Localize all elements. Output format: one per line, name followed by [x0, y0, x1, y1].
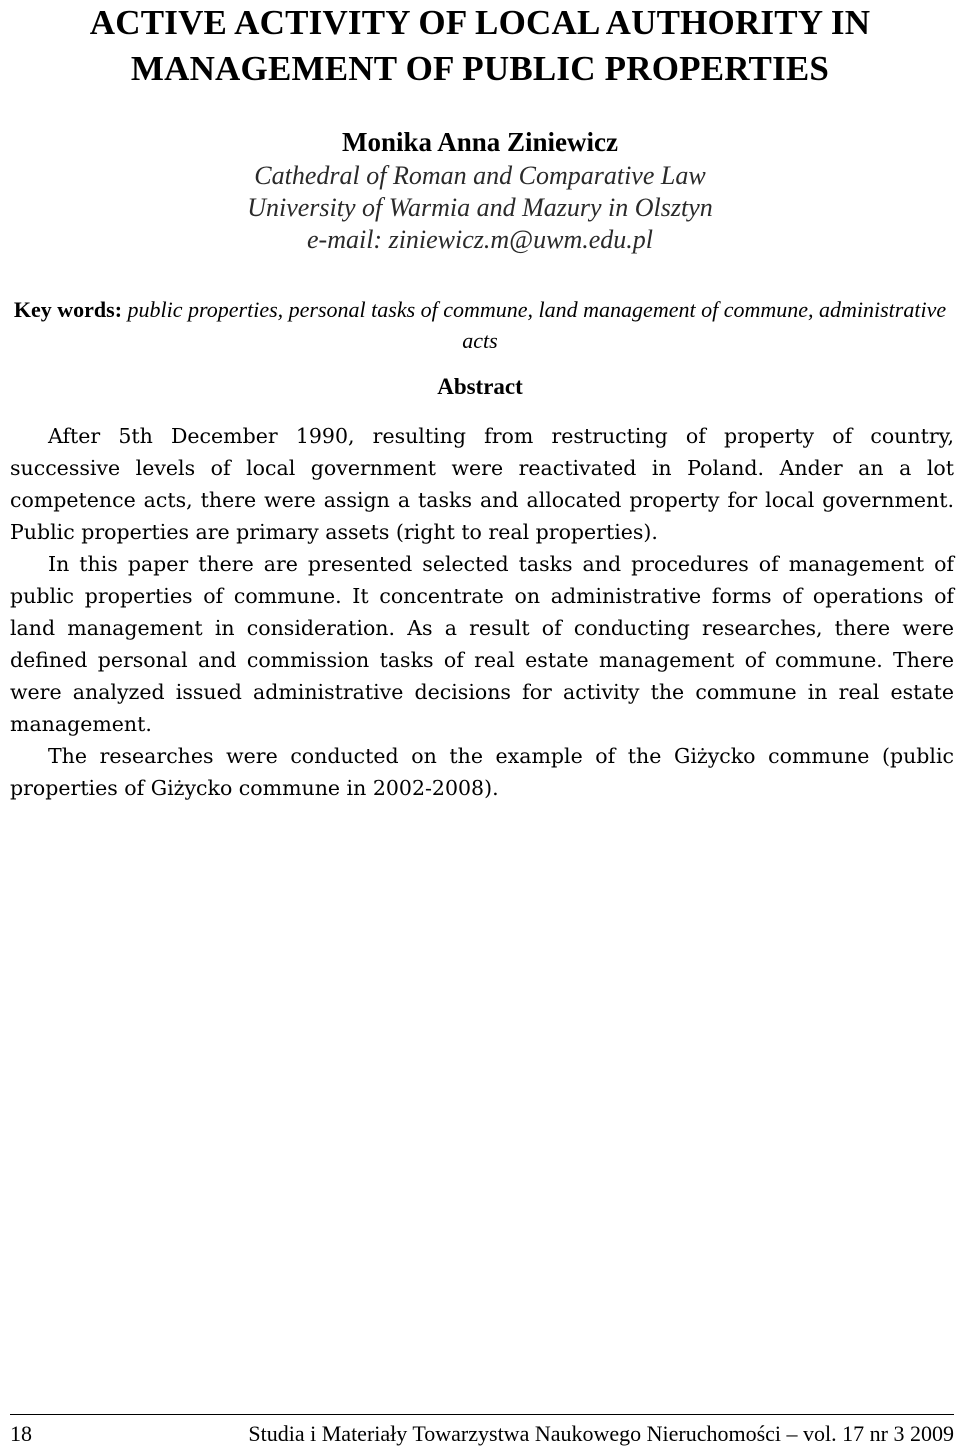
abstract-paragraph: In this paper there are presented selected tasks and procedures of management of public properties of commune. It concentrate on administrative forms of operations of land management in consideration. As a result of conducting researches, there were defined personal and commission tasks of real estate management of commune. There were analyzed issued administrative decisions for activity the commune in real estate management. [10, 552, 954, 736]
author-university: University of Warmia and Mazury in Olsztyn [247, 193, 713, 222]
keywords-text: public properties, personal tasks of commune, land management of commune, administrative acts [122, 297, 947, 353]
author-block [40, 124, 920, 256]
abstract-heading: Abstract [437, 374, 523, 399]
abstract-paragraph: The researches were conducted on the example of the Giżycko commune (public properties of Giżycko commune in 2002-2008). [10, 744, 954, 800]
paper-title-line-1: ACTIVE ACTIVITY OF LOCAL AUTHORITY IN [89, 3, 871, 42]
abstract-paragraph: After 5th December 1990, resulting from restructing of property of country, successive levels of local government were reactivated in Poland. Ander an a lot competence acts, there were assign a tasks and allocated property for local government. Public properties are primary assets (right to real properties). [10, 424, 954, 544]
footer-rule [10, 1414, 954, 1415]
page-footer [10, 1419, 954, 1449]
author-email: e-mail: ziniewicz.m@uwm.edu.pl [307, 225, 653, 254]
keywords [12, 294, 948, 356]
abstract-body [10, 420, 954, 804]
keywords-label: Key words: [13, 297, 123, 322]
paper-title [40, 0, 920, 92]
journal-citation: Studia i Materiały Towarzystwa Naukowego Nieruchomości – vol. 17 nr 3 2009 [248, 1421, 954, 1446]
paper-title-line-2: MANAGEMENT OF PUBLIC PROPERTIES [130, 49, 830, 88]
author-department: Cathedral of Roman and Comparative Law [254, 161, 706, 190]
page-number: 18 [10, 1421, 32, 1446]
author-name: Monika Anna Ziniewicz [341, 127, 619, 157]
